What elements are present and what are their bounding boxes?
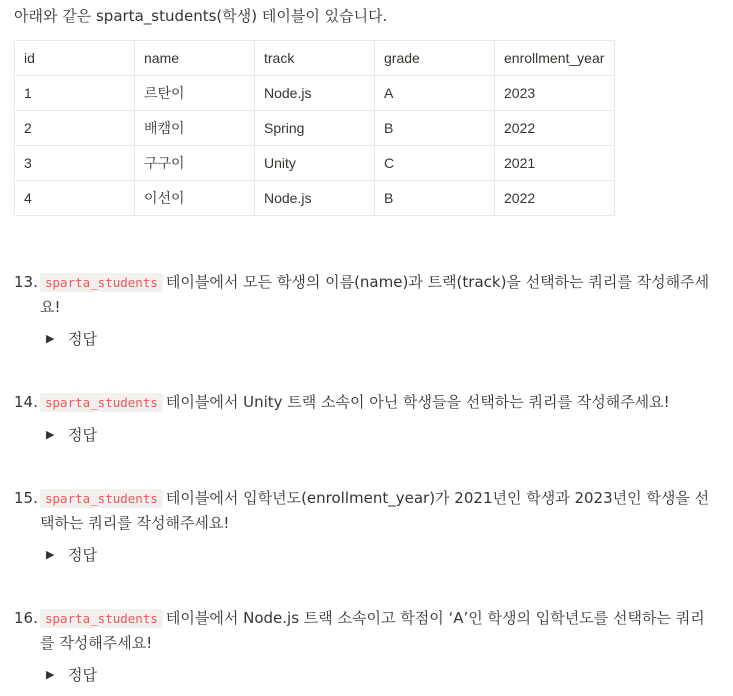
- header-cell: id: [15, 41, 135, 76]
- question-15: [14, 486, 719, 567]
- question-text: 테이블에서 Node.js 트랙 소속이고 학점이 ‘A’인 학생의 입학년도를 선택하는 쿼리를 작성해주세요!: [40, 609, 705, 652]
- table-cell: B: [375, 181, 495, 216]
- table-cell: B: [375, 111, 495, 146]
- table-cell: 배캠이: [135, 111, 255, 146]
- question-text: 테이블에서 Unity 트랙 소속이 아닌 학생들을 선택하는 쿼리를 작성해주세요!: [165, 393, 670, 411]
- table-cell: 2023: [495, 76, 615, 111]
- inline-code: sparta_students: [40, 489, 163, 508]
- table-cell: 2: [15, 111, 135, 146]
- question-text: 테이블에서 모든 학생의 이름(name)과 트랙(track)을 선택하는 쿼리를 작성해주세요!: [40, 273, 710, 316]
- students-table: [14, 40, 615, 216]
- table-row: [15, 181, 615, 216]
- triangle-right-icon: ▶: [46, 332, 55, 345]
- triangle-right-icon: ▶: [46, 428, 55, 441]
- triangle-right-icon: ▶: [46, 548, 55, 561]
- answer-toggle[interactable]: [46, 423, 719, 447]
- question-number: 13.: [14, 273, 38, 291]
- question-14: [14, 390, 719, 447]
- table-cell: A: [375, 76, 495, 111]
- header-cell: enrollment_year: [495, 41, 615, 76]
- triangle-right-icon: ▶: [46, 668, 55, 681]
- table-cell: 2021: [495, 146, 615, 181]
- inline-code: sparta_students: [40, 393, 163, 412]
- table-row: [15, 111, 615, 146]
- toggle-label: 정답: [68, 330, 97, 348]
- table-cell: Node.js: [255, 181, 375, 216]
- question-16: [14, 606, 719, 687]
- intro-text: 아래와 같은 sparta_students(학생) 테이블이 있습니다.: [14, 7, 388, 25]
- table-row: [15, 146, 615, 181]
- table-cell: 2022: [495, 181, 615, 216]
- table-cell: 2022: [495, 111, 615, 146]
- table-cell: 구구이: [135, 146, 255, 181]
- toggle-label: 정답: [68, 546, 97, 564]
- table-cell: 르탄이: [135, 76, 255, 111]
- question-text: 테이블에서 입학년도(enrollment_year)가 2021년인 학생과 2023년인 학생을 선택하는 쿼리를 작성해주세요!: [40, 489, 710, 532]
- table-cell: 3: [15, 146, 135, 181]
- header-cell: name: [135, 41, 255, 76]
- header-cell: track: [255, 41, 375, 76]
- table-cell: 4: [15, 181, 135, 216]
- answer-toggle[interactable]: [46, 543, 719, 567]
- question-number: 14.: [14, 393, 38, 411]
- toggle-label: 정답: [68, 666, 97, 684]
- answer-toggle[interactable]: [46, 663, 719, 687]
- table-cell: C: [375, 146, 495, 181]
- table-row: [15, 76, 615, 111]
- table-header-row: [15, 41, 615, 76]
- table-cell: Unity: [255, 146, 375, 181]
- question-number: 15.: [14, 489, 38, 507]
- question-number: 16.: [14, 609, 38, 627]
- table-cell: Node.js: [255, 76, 375, 111]
- inline-code: sparta_students: [40, 273, 163, 292]
- table-cell: 1: [15, 76, 135, 111]
- answer-toggle[interactable]: [46, 327, 719, 351]
- toggle-label: 정답: [68, 426, 97, 444]
- header-cell: grade: [375, 41, 495, 76]
- table-cell: 이선이: [135, 181, 255, 216]
- inline-code: sparta_students: [40, 609, 163, 628]
- table-cell: Spring: [255, 111, 375, 146]
- question-13: [14, 270, 719, 351]
